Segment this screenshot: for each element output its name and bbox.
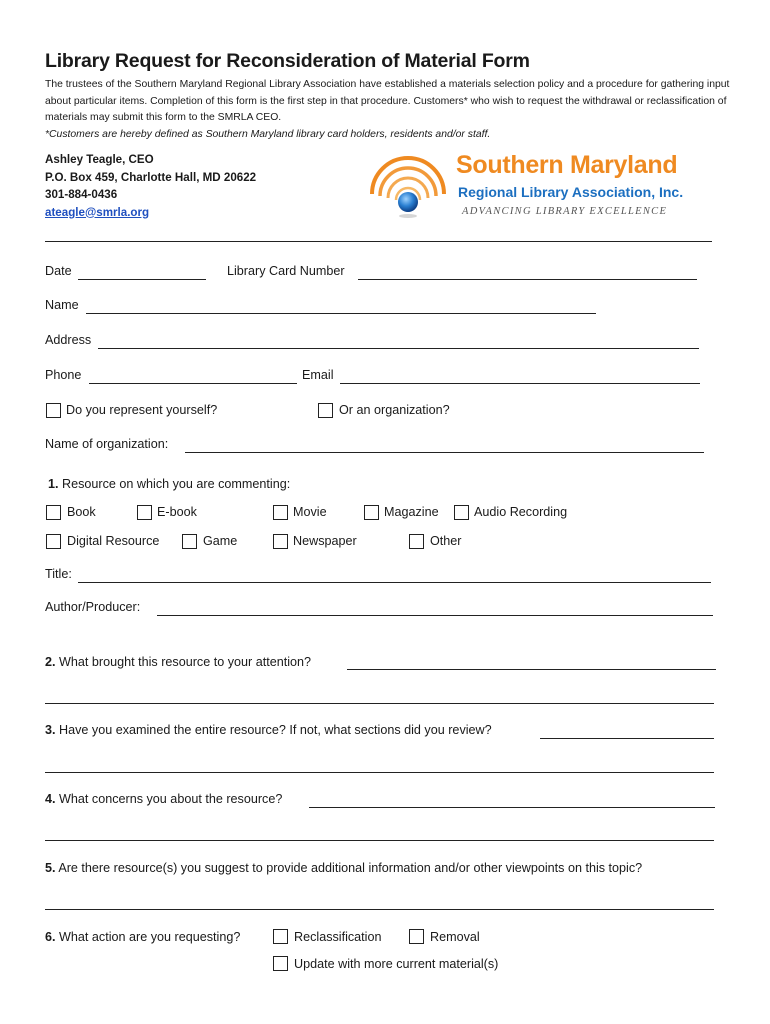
logo-title: Southern Maryland [456,151,678,179]
question-2-number: 2. [45,655,56,669]
name-field[interactable] [86,313,596,314]
question-6-text: What action are you requesting? [59,930,241,944]
title-field[interactable] [78,582,711,583]
represent-self-label: Do you represent yourself? [66,403,218,417]
card-number-field[interactable] [358,279,697,280]
question-2 [45,655,311,669]
logo-subtitle: Regional Library Association, Inc. [458,184,684,200]
question-3-text: Have you examined the entire resource? If not, what sections did you review? [59,723,492,737]
other-label: Other [430,534,462,548]
update-material-label: Update with more current material(s) [294,957,499,971]
org-name-label: Name of organization: [45,437,169,451]
question-4-text: What concerns you about the resource? [59,792,283,806]
author-producer-label: Author/Producer: [45,600,141,614]
customer-definition-note: *Customers are hereby defined as Southern Maryland library card holders, residents and/or staff. [45,128,491,140]
intro-paragraph: The trustees of the Southern Maryland Regional Library Association have established a materials selection policy and a procedure for gathering input about particular items. Completion of this form is the first step in that procedure. Customers* who wish to request the withdrawal or reclassification of materials may submit this form to the SMRLA CEO. [45,79,730,123]
card-number-label: Library Card Number [227,264,345,278]
audio-recording-label: Audio Recording [474,505,568,519]
question-3-number: 3. [45,723,56,737]
book-checkbox[interactable] [46,505,61,520]
question-2-field-line-2[interactable] [45,703,714,704]
reclassification-checkbox[interactable] [273,929,288,944]
phone-label: Phone [45,368,82,382]
book-label: Book [67,505,96,519]
represent-self-checkbox[interactable] [46,403,61,418]
question-1 [48,477,290,491]
magazine-checkbox[interactable] [364,505,379,520]
date-label: Date [45,264,72,278]
question-6 [45,930,240,944]
email-label: Email [302,368,334,382]
question-5-text: Are there resource(s) you suggest to provide additional information and/or other viewpoints on this topic? [58,861,643,875]
org-name-field[interactable] [185,452,704,453]
question-1-text: Resource on which you are commenting: [62,477,291,491]
question-3-field[interactable] [540,738,714,739]
question-5-field[interactable] [45,909,714,910]
question-2-field[interactable] [347,669,716,670]
title-label: Title: [45,567,72,581]
question-4 [45,792,282,806]
newspaper-label: Newspaper [293,534,357,548]
signal-globe-icon [366,150,461,225]
address-label: Address [45,333,92,347]
date-field[interactable] [78,279,206,280]
game-label: Game [203,534,238,548]
newspaper-checkbox[interactable] [273,534,288,549]
magazine-label: Magazine [384,505,439,519]
author-producer-field[interactable] [157,615,713,616]
question-4-number: 4. [45,792,56,806]
represent-org-checkbox[interactable] [318,403,333,418]
movie-label: Movie [293,505,327,519]
update-material-checkbox[interactable] [273,956,288,971]
question-5-number: 5. [45,861,56,875]
email-field[interactable] [340,383,700,384]
contact-phone: 301-884-0436 [45,188,118,201]
ebook-checkbox[interactable] [137,505,152,520]
logo-tagline: ADVANCING LIBRARY EXCELLENCE [462,206,668,217]
question-4-field-line-2[interactable] [45,840,714,841]
question-2-text: What brought this resource to your attention? [59,655,312,669]
question-3-field-line-2[interactable] [45,772,714,773]
address-field[interactable] [98,348,699,349]
ebook-label: E-book [157,505,197,519]
digital-resource-checkbox[interactable] [46,534,61,549]
removal-label: Removal [430,930,480,944]
question-3 [45,723,492,737]
represent-org-label: Or an organization? [339,403,450,417]
removal-checkbox[interactable] [409,929,424,944]
game-checkbox[interactable] [182,534,197,549]
reclassification-label: Reclassification [294,930,382,944]
contact-address: P.O. Box 459, Charlotte Hall, MD 20622 [45,170,257,184]
phone-field[interactable] [89,383,297,384]
question-6-number: 6. [45,930,56,944]
header-divider [45,241,712,242]
digital-resource-label: Digital Resource [67,534,160,548]
contact-name: Ashley Teagle, CEO [45,153,154,166]
other-checkbox[interactable] [409,534,424,549]
intro-text [45,77,735,143]
smrla-logo [366,150,706,225]
name-label: Name [45,298,79,312]
contact-email-link[interactable]: ateagle@smrla.org [45,205,150,219]
question-5 [45,861,642,875]
movie-checkbox[interactable] [273,505,288,520]
question-4-field[interactable] [309,807,715,808]
question-1-number: 1. [48,477,59,491]
audio-recording-checkbox[interactable] [454,505,469,520]
contact-block [45,151,256,221]
form-title: Library Request for Reconsideration of Material Form [45,50,530,72]
